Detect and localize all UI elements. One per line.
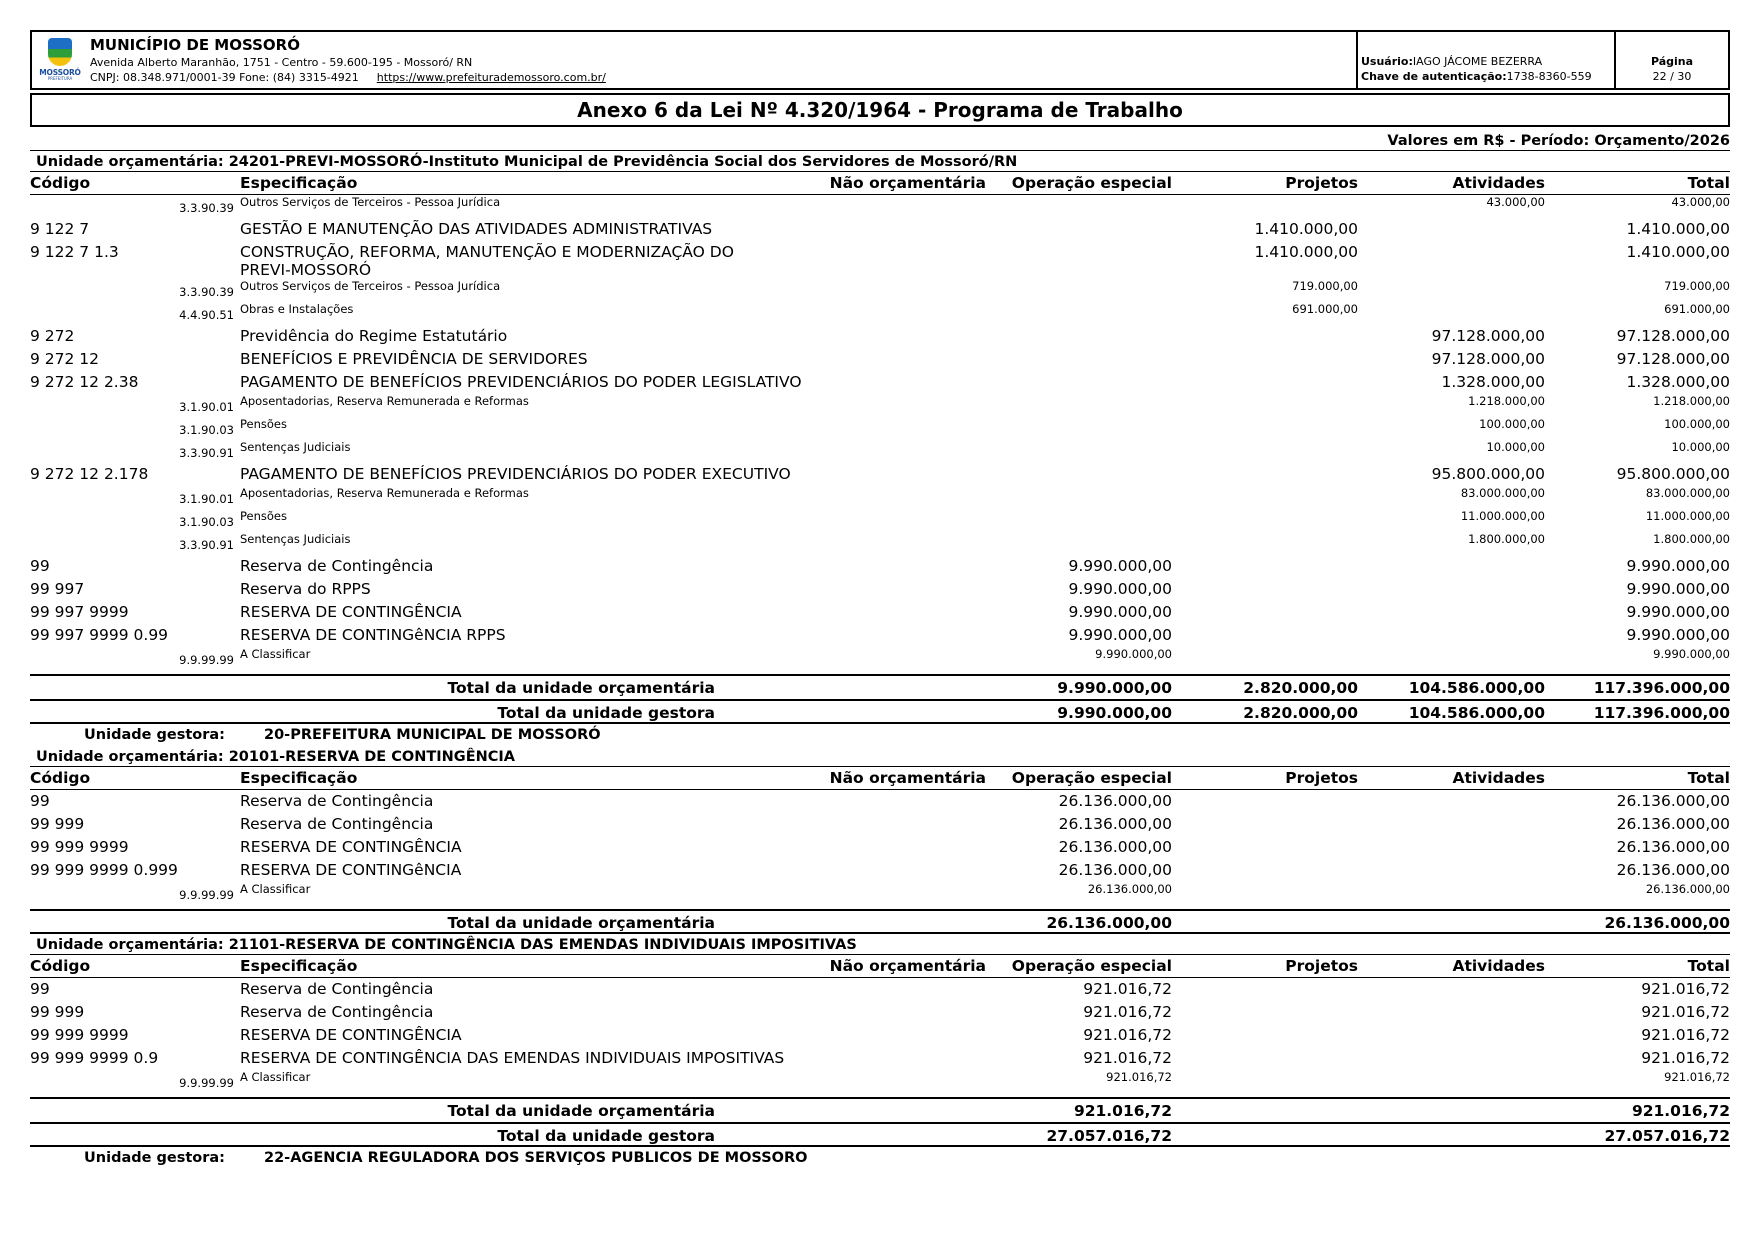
ug-value: 22-AGENCIA REGULADORA DOS SERVIÇOS PUBLICOS DE MOSSORO [264, 1150, 808, 1166]
col-header-spec: Especificação [240, 957, 358, 975]
program-row [30, 813, 1730, 836]
row-operacao-especial: 26.136.000,00 [1058, 815, 1172, 833]
col-header-nao-orcamentaria: Não orçamentária [829, 174, 986, 192]
total-unidade-gestora [30, 1122, 1730, 1147]
auth-value: 1738-8360-559 [1506, 70, 1592, 83]
total-unidade-orcamentaria [30, 909, 1730, 934]
row-code: 99 999 9999 0.9 [30, 1049, 159, 1067]
website-link[interactable]: https://www.prefeiturademossoro.com.br/ [376, 70, 606, 84]
row-econ-code: 3.3.90.39 [179, 285, 234, 299]
unidade-orcamentaria: Unidade orçamentária: 20101-RESERVA DE CONTINGÊNCIA [30, 746, 1730, 767]
row-operacao-especial: 9.990.000,00 [1068, 557, 1172, 575]
program-row [30, 790, 1730, 813]
row-total: 10.000,00 [1671, 440, 1730, 454]
address: Avenida Alberto Maranhão, 1751 - Centro - 59.600-195 - Mossoró/ RN [90, 55, 473, 69]
row-atividades: 11.000.000,00 [1460, 509, 1545, 523]
total-projetos: 2.820.000,00 [1243, 679, 1358, 697]
row-spec: GESTÃO E MANUTENÇÃO DAS ATIVIDADES ADMINISTRATIVAS [240, 220, 713, 238]
row-total: 921.016,72 [1641, 1049, 1730, 1067]
cnpj-phone: CNPJ: 08.348.971/0001-39 Fone: (84) 3315-4921 [90, 70, 359, 84]
row-atividades: 1.218.000,00 [1468, 394, 1545, 408]
row-spec: RESERVA DE CONTINGÊNCIA DAS EMENDAS INDIVIDUAIS IMPOSITIVAS [240, 1049, 785, 1067]
row-total: 26.136.000,00 [1616, 861, 1730, 879]
row-spec: A Classificar [240, 647, 311, 661]
col-header-operacao-especial: Operação especial [1011, 957, 1172, 975]
user-value: IAGO JÁCOME BEZERRA [1412, 55, 1543, 68]
row-spec: RESERVA DE CONTINGêNCIA RPPS [240, 626, 506, 644]
ug-value: 20-PREFEITURA MUNICIPAL DE MOSSORÓ [264, 727, 601, 743]
row-spec: RESERVA DE CONTINGÊNCIA [240, 838, 462, 856]
row-econ-code: 3.1.90.03 [179, 423, 234, 437]
row-econ-code: 3.1.90.01 [179, 400, 234, 414]
row-operacao-especial: 921.016,72 [1083, 1049, 1172, 1067]
col-header-operacao-especial: Operação especial [1011, 769, 1172, 787]
row-operacao-especial: 921.016,72 [1083, 980, 1172, 998]
col-header-code: Código [30, 769, 91, 787]
col-header-spec: Especificação [240, 769, 358, 787]
program-row [30, 241, 1730, 279]
row-operacao-especial: 26.136.000,00 [1058, 792, 1172, 810]
row-spec: Reserva de Contingência [240, 792, 434, 810]
row-total: 43.000,00 [1671, 195, 1730, 209]
expense-row [30, 1070, 1730, 1093]
row-code: 99 999 9999 [30, 838, 129, 856]
user-block [1356, 32, 1614, 88]
row-total: 691.000,00 [1664, 302, 1730, 316]
col-header-total: Total [1687, 957, 1730, 975]
expense-row [30, 195, 1730, 218]
row-operacao-especial: 921.016,72 [1083, 1026, 1172, 1044]
row-total: 921.016,72 [1641, 1003, 1730, 1021]
row-code: 9 122 7 1.3 [30, 243, 119, 261]
next-unidade-gestora [30, 1147, 1730, 1169]
row-spec: Reserva de Contingência [240, 815, 434, 833]
row-total: 100.000,00 [1664, 417, 1730, 431]
total-total: 921.016,72 [1631, 1102, 1730, 1120]
row-spec: CONSTRUÇÃO, REFORMA, MANUTENÇÃO E MODERNIZAÇÃO DO PREVI-MOSSORÓ [240, 243, 734, 279]
row-spec: Reserva de Contingência [240, 980, 434, 998]
program-row [30, 325, 1730, 348]
col-header-projetos: Projetos [1285, 769, 1358, 787]
row-operacao-especial: 26.136.000,00 [1058, 838, 1172, 856]
row-econ-code: 3.3.90.91 [179, 446, 234, 460]
auth-line [1361, 69, 1614, 84]
row-spec: Sentenças Judiciais [240, 440, 351, 454]
program-row [30, 1024, 1730, 1047]
page-label: Página [1650, 55, 1694, 68]
row-code: 9 272 12 2.38 [30, 373, 139, 391]
row-spec: A Classificar [240, 1070, 311, 1084]
program-row [30, 555, 1730, 578]
row-operacao-especial: 9.990.000,00 [1068, 580, 1172, 598]
expense-row [30, 302, 1730, 325]
col-header-projetos: Projetos [1285, 957, 1358, 975]
logo-subtitle: PREFEITURA [47, 76, 73, 81]
page-number: 22 / 30 [1652, 70, 1692, 83]
row-spec: Reserva de Contingência [240, 1003, 434, 1021]
col-header-nao-orcamentaria: Não orçamentária [829, 769, 986, 787]
total-operacao-especial: 26.136.000,00 [1046, 914, 1172, 932]
table-header [30, 955, 1730, 978]
row-operacao-especial: 9.990.000,00 [1068, 603, 1172, 621]
row-atividades: 97.128.000,00 [1431, 350, 1545, 368]
total-total: 117.396.000,00 [1593, 704, 1730, 722]
row-code: 99 999 9999 0.999 [30, 861, 178, 879]
row-operacao-especial: 9.990.000,00 [1068, 626, 1172, 644]
row-spec: RESERVA DE CONTINGêNCIA [240, 861, 462, 879]
period-label: Valores em R$ - Período: Orçamento/2026 [30, 131, 1730, 151]
row-econ-code: 3.1.90.03 [179, 515, 234, 529]
row-total: 1.410.000,00 [1626, 220, 1730, 238]
row-projetos: 1.410.000,00 [1254, 220, 1358, 238]
row-code: 99 997 9999 [30, 603, 129, 621]
total-operacao-especial: 9.990.000,00 [1057, 679, 1172, 697]
col-header-nao-orcamentaria: Não orçamentária [829, 957, 986, 975]
row-spec: Aposentadorias, Reserva Remunerada e Reformas [240, 486, 529, 500]
row-spec: PAGAMENTO DE BENEFÍCIOS PREVIDENCIÁRIOS DO PODER EXECUTIVO [240, 465, 791, 483]
row-atividades: 1.800.000,00 [1468, 532, 1545, 546]
unidade-orcamentaria: Unidade orçamentária: 21101-RESERVA DE CONTINGÊNCIA DAS EMENDAS INDIVIDUAIS IMPOSITIVAS [30, 934, 1730, 955]
total-label: Total da unidade orçamentária [447, 914, 715, 932]
report-title: Anexo 6 da Lei Nº 4.320/1964 - Programa de Trabalho [30, 93, 1730, 127]
total-label: Total da unidade gestora [497, 704, 715, 722]
table-header [30, 767, 1730, 790]
row-total: 719.000,00 [1664, 279, 1730, 293]
total-total: 27.057.016,72 [1604, 1127, 1730, 1145]
col-header-code: Código [30, 174, 91, 192]
row-total: 26.136.000,00 [1616, 792, 1730, 810]
row-spec: PAGAMENTO DE BENEFÍCIOS PREVIDENCIÁRIOS DO PODER LEGISLATIVO [240, 373, 802, 391]
program-row [30, 836, 1730, 859]
program-row [30, 1001, 1730, 1024]
col-header-code: Código [30, 957, 91, 975]
row-code: 99 997 [30, 580, 85, 598]
program-row [30, 601, 1730, 624]
row-spec: Reserva do RPPS [240, 580, 371, 598]
row-total: 95.800.000,00 [1616, 465, 1730, 483]
expense-row [30, 532, 1730, 555]
row-projetos: 691.000,00 [1292, 302, 1358, 316]
row-total: 1.800.000,00 [1653, 532, 1730, 546]
logo-wordmark: MOSSORÓ [39, 68, 81, 77]
expense-row [30, 647, 1730, 670]
user-line [1361, 54, 1614, 69]
municipality-name: MUNICÍPIO DE MOSSORÓ [90, 35, 300, 54]
program-row [30, 978, 1730, 1001]
row-econ-code: 3.1.90.01 [179, 492, 234, 506]
row-atividades: 97.128.000,00 [1431, 327, 1545, 345]
expense-row [30, 882, 1730, 905]
row-total: 9.990.000,00 [1626, 557, 1730, 575]
row-code: 9 272 [30, 327, 75, 345]
total-total: 26.136.000,00 [1604, 914, 1730, 932]
total-total: 117.396.000,00 [1593, 679, 1730, 697]
expense-row [30, 440, 1730, 463]
row-total: 97.128.000,00 [1616, 350, 1730, 368]
row-spec: Aposentadorias, Reserva Remunerada e Reformas [240, 394, 529, 408]
row-code: 9 272 12 2.178 [30, 465, 149, 483]
row-atividades: 83.000.000,00 [1460, 486, 1545, 500]
row-projetos: 719.000,00 [1292, 279, 1358, 293]
row-total: 1.410.000,00 [1626, 243, 1730, 261]
row-spec: Pensões [240, 417, 287, 431]
user-label: Usuário: [1361, 55, 1413, 68]
row-operacao-especial: 921.016,72 [1106, 1070, 1172, 1084]
total-label: Total da unidade orçamentária [447, 1102, 715, 1120]
unidade-orcamentaria: Unidade orçamentária: 24201-PREVI-MOSSORÓ-Instituto Municipal de Previdência Social dos Servidores de Mossoró/RN [30, 151, 1730, 172]
row-code: 99 999 9999 [30, 1026, 129, 1044]
row-total: 11.000.000,00 [1645, 509, 1730, 523]
col-header-projetos: Projetos [1285, 174, 1358, 192]
row-spec: A Classificar [240, 882, 311, 896]
report-page [30, 30, 1730, 1169]
row-spec: Sentenças Judiciais [240, 532, 351, 546]
row-code: 99 [30, 980, 50, 998]
total-projetos: 2.820.000,00 [1243, 704, 1358, 722]
program-row [30, 218, 1730, 241]
total-operacao-especial: 27.057.016,72 [1046, 1127, 1172, 1145]
row-code: 9 272 12 [30, 350, 100, 368]
total-atividades: 104.586.000,00 [1408, 679, 1545, 697]
row-code: 99 999 [30, 815, 85, 833]
contact-line [90, 70, 606, 85]
page-block [1614, 32, 1728, 88]
row-spec: Pensões [240, 509, 287, 523]
report-header [30, 30, 1730, 90]
row-total: 1.328.000,00 [1626, 373, 1730, 391]
municipality-block [32, 32, 1356, 88]
row-total: 9.990.000,00 [1653, 647, 1730, 661]
mossoro-logo-icon [38, 38, 82, 82]
row-operacao-especial: 9.990.000,00 [1095, 647, 1172, 661]
row-total: 26.136.000,00 [1616, 815, 1730, 833]
ug-label: Unidade gestora: [84, 1150, 225, 1166]
row-total: 26.136.000,00 [1616, 838, 1730, 856]
coat-of-arms-icon [48, 38, 72, 66]
total-operacao-especial: 9.990.000,00 [1057, 704, 1172, 722]
total-unidade-orcamentaria [30, 674, 1730, 699]
row-total: 26.136.000,00 [1645, 882, 1730, 896]
row-total: 97.128.000,00 [1616, 327, 1730, 345]
col-header-atividades: Atividades [1452, 769, 1545, 787]
row-atividades: 43.000,00 [1486, 195, 1545, 209]
unidade-gestora [30, 724, 1730, 746]
report-body [30, 151, 1730, 1147]
row-spec: Outros Serviços de Terceiros - Pessoa Jurídica [240, 279, 501, 293]
col-header-atividades: Atividades [1452, 957, 1545, 975]
row-total: 83.000.000,00 [1645, 486, 1730, 500]
row-spec: RESERVA DE CONTINGÊNCIA [240, 1026, 462, 1044]
col-header-total: Total [1687, 174, 1730, 192]
col-header-spec: Especificação [240, 174, 358, 192]
total-label: Total da unidade orçamentária [447, 679, 715, 697]
row-code: 99 997 9999 0.99 [30, 626, 169, 644]
total-atividades: 104.586.000,00 [1408, 704, 1545, 722]
row-spec: RESERVA DE CONTINGÊNCIA [240, 603, 462, 621]
program-row [30, 348, 1730, 371]
row-operacao-especial: 26.136.000,00 [1087, 882, 1172, 896]
row-econ-code: 3.3.90.39 [179, 201, 234, 215]
row-econ-code: 9.9.99.99 [179, 653, 234, 667]
row-spec: Reserva de Contingência [240, 557, 434, 575]
total-operacao-especial: 921.016,72 [1073, 1102, 1172, 1120]
row-code: 99 999 [30, 1003, 85, 1021]
row-spec: BENEFÍCIOS E PREVIDÊNCIA DE SERVIDORES [240, 350, 588, 368]
program-row [30, 578, 1730, 601]
row-total: 921.016,72 [1641, 980, 1730, 998]
row-atividades: 1.328.000,00 [1441, 373, 1545, 391]
row-total: 921.016,72 [1664, 1070, 1730, 1084]
total-label: Total da unidade gestora [497, 1127, 715, 1145]
col-header-operacao-especial: Operação especial [1011, 174, 1172, 192]
row-code: 99 [30, 557, 50, 575]
row-econ-code: 9.9.99.99 [179, 1076, 234, 1090]
row-econ-code: 3.3.90.91 [179, 538, 234, 552]
row-spec: Previdência do Regime Estatutário [240, 327, 508, 345]
row-atividades: 95.800.000,00 [1431, 465, 1545, 483]
total-unidade-orcamentaria [30, 1097, 1730, 1122]
auth-label: Chave de autenticação: [1361, 70, 1507, 83]
row-operacao-especial: 26.136.000,00 [1058, 861, 1172, 879]
row-total: 1.218.000,00 [1653, 394, 1730, 408]
row-total: 9.990.000,00 [1626, 580, 1730, 598]
col-header-total: Total [1687, 769, 1730, 787]
row-projetos: 1.410.000,00 [1254, 243, 1358, 261]
row-atividades: 10.000,00 [1486, 440, 1545, 454]
ug-label: Unidade gestora: [84, 727, 225, 743]
row-econ-code: 9.9.99.99 [179, 888, 234, 902]
row-total: 921.016,72 [1641, 1026, 1730, 1044]
row-spec: Obras e Instalações [240, 302, 354, 316]
row-code: 99 [30, 792, 50, 810]
row-total: 9.990.000,00 [1626, 626, 1730, 644]
row-code: 9 122 7 [30, 220, 90, 238]
col-header-atividades: Atividades [1452, 174, 1545, 192]
row-operacao-especial: 921.016,72 [1083, 1003, 1172, 1021]
row-econ-code: 4.4.90.51 [179, 308, 234, 322]
row-total: 9.990.000,00 [1626, 603, 1730, 621]
total-unidade-gestora [30, 699, 1730, 724]
row-atividades: 100.000,00 [1479, 417, 1545, 431]
row-spec: Outros Serviços de Terceiros - Pessoa Jurídica [240, 195, 501, 209]
